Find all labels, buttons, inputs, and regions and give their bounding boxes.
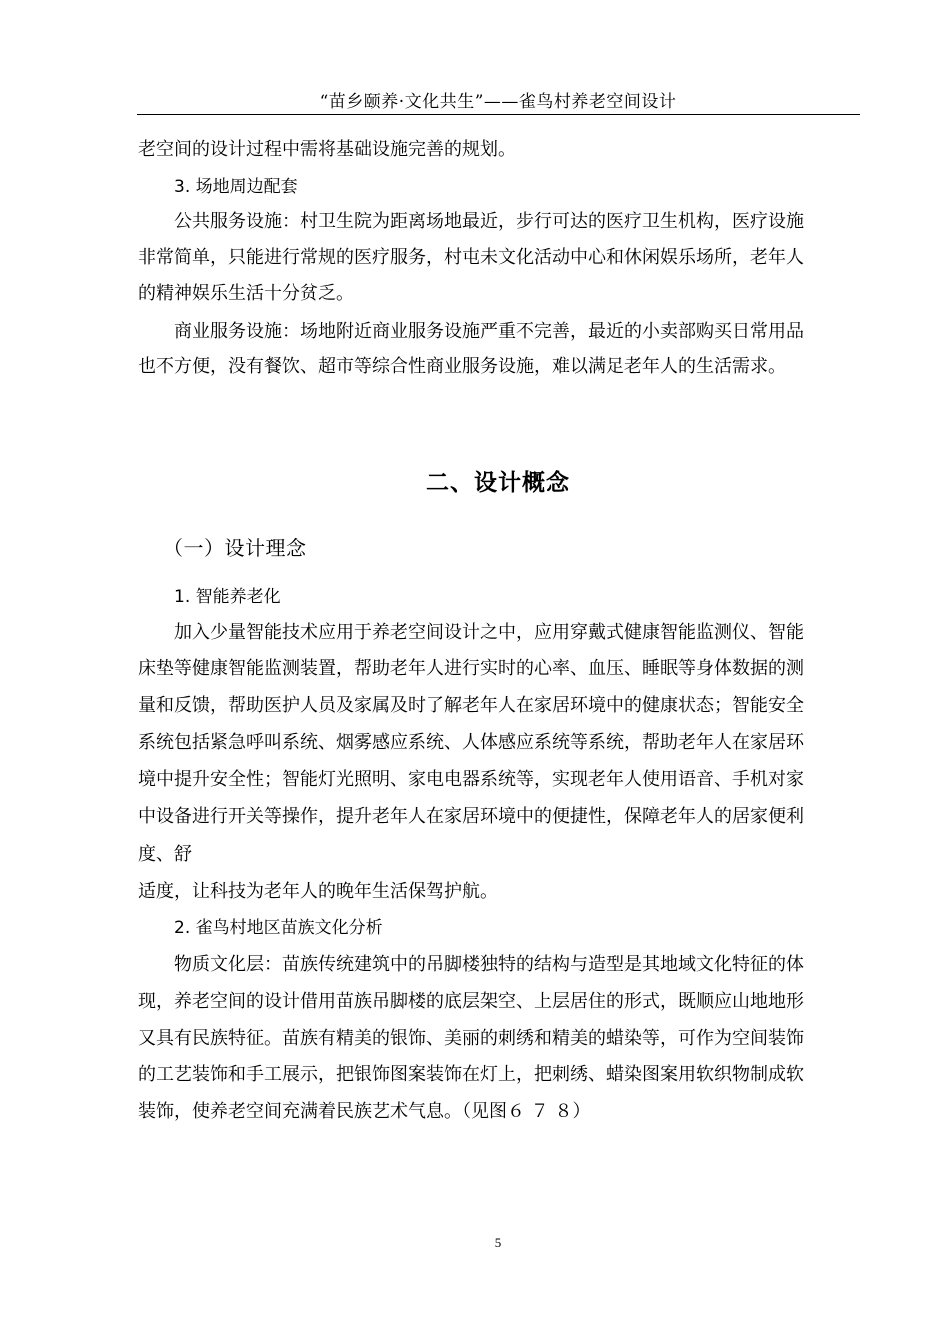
paragraph-line: 的精神娱乐生活十分贫乏。	[138, 283, 354, 304]
paragraph-line: 商业服务设施：场地附近商业服务设施严重不完善，最近的小卖部购买日常用品	[174, 321, 804, 342]
paragraph-line: 又具有民族特征。苗族有精美的银饰、美丽的刺绣和精美的蜡染等，可作为空间装饰	[138, 1028, 804, 1049]
paragraph-line: 老空间的设计过程中需将基础设施完善的规划。	[138, 139, 516, 160]
paragraph-line: 系统包括紧急呼叫系统、烟雾感应系统、人体感应系统等系统，帮助老年人在家居环	[138, 732, 804, 753]
section-title: （一）设计理念	[163, 536, 307, 560]
paragraph-line: 量和反馈，帮助医护人员及家属及时了解老年人在家居环境中的健康状态；智能安全	[138, 695, 804, 716]
paragraph-line: 非常简单，只能进行常规的医疗服务，村屯未文化活动中心和休闲娱乐场所，老年人	[138, 247, 804, 268]
page-header-rule	[137, 114, 860, 115]
page-header-title: “苗乡颐养·文化共生”——雀鸟村养老空间设计	[319, 92, 677, 112]
paragraph-line: 适度，让科技为老年人的晚年生活保驾护航。	[138, 881, 498, 902]
paragraph-line: 物质文化层：苗族传统建筑中的吊脚楼独特的结构与造型是其地域文化特征的体	[174, 954, 804, 975]
site-surroundings-heading: 3. 场地周边配套	[174, 177, 298, 197]
chapter-title: 二、设计概念	[426, 470, 570, 496]
paragraph-line: 的工艺装饰和手工展示，把银饰图案装饰在灯上，把刺绣、蜡染图案用软织物制成软	[138, 1064, 804, 1085]
paragraph-line: 度、舒	[138, 844, 192, 865]
paragraph-line: 境中提升安全性；智能灯光照明、家电电器系统等，实现老年人使用语音、手机对家	[138, 769, 804, 790]
smart-aging-heading: 1. 智能养老化	[174, 587, 281, 607]
paragraph-line: 床垫等健康智能监测装置，帮助老年人进行实时的心率、血压、睡眠等身体数据的测	[138, 658, 804, 679]
paragraph-line: 也不方便，没有餐饮、超市等综合性商业服务设施，难以满足老年人的生活需求。	[138, 356, 786, 377]
miao-culture-heading: 2. 雀鸟村地区苗族文化分析	[174, 918, 383, 938]
paragraph-line: 加入少量智能技术应用于养老空间设计之中，应用穿戴式健康智能监测仪、智能	[174, 622, 804, 643]
paragraph-line: 现，养老空间的设计借用苗族吊脚楼的底层架空、上层居住的形式，既顺应山地地形	[138, 991, 804, 1012]
paragraph-line: 中设备进行开关等操作，提升老年人在家居环境中的便捷性，保障老年人的居家便利	[138, 806, 804, 827]
paragraph-line: 装饰，使养老空间充满着民族艺术气息。（见图６ ７ ８）	[138, 1101, 591, 1122]
page-number: 5	[494, 1235, 502, 1250]
paragraph-line: 公共服务设施：村卫生院为距离场地最近，步行可达的医疗卫生机构，医疗设施	[174, 211, 804, 232]
